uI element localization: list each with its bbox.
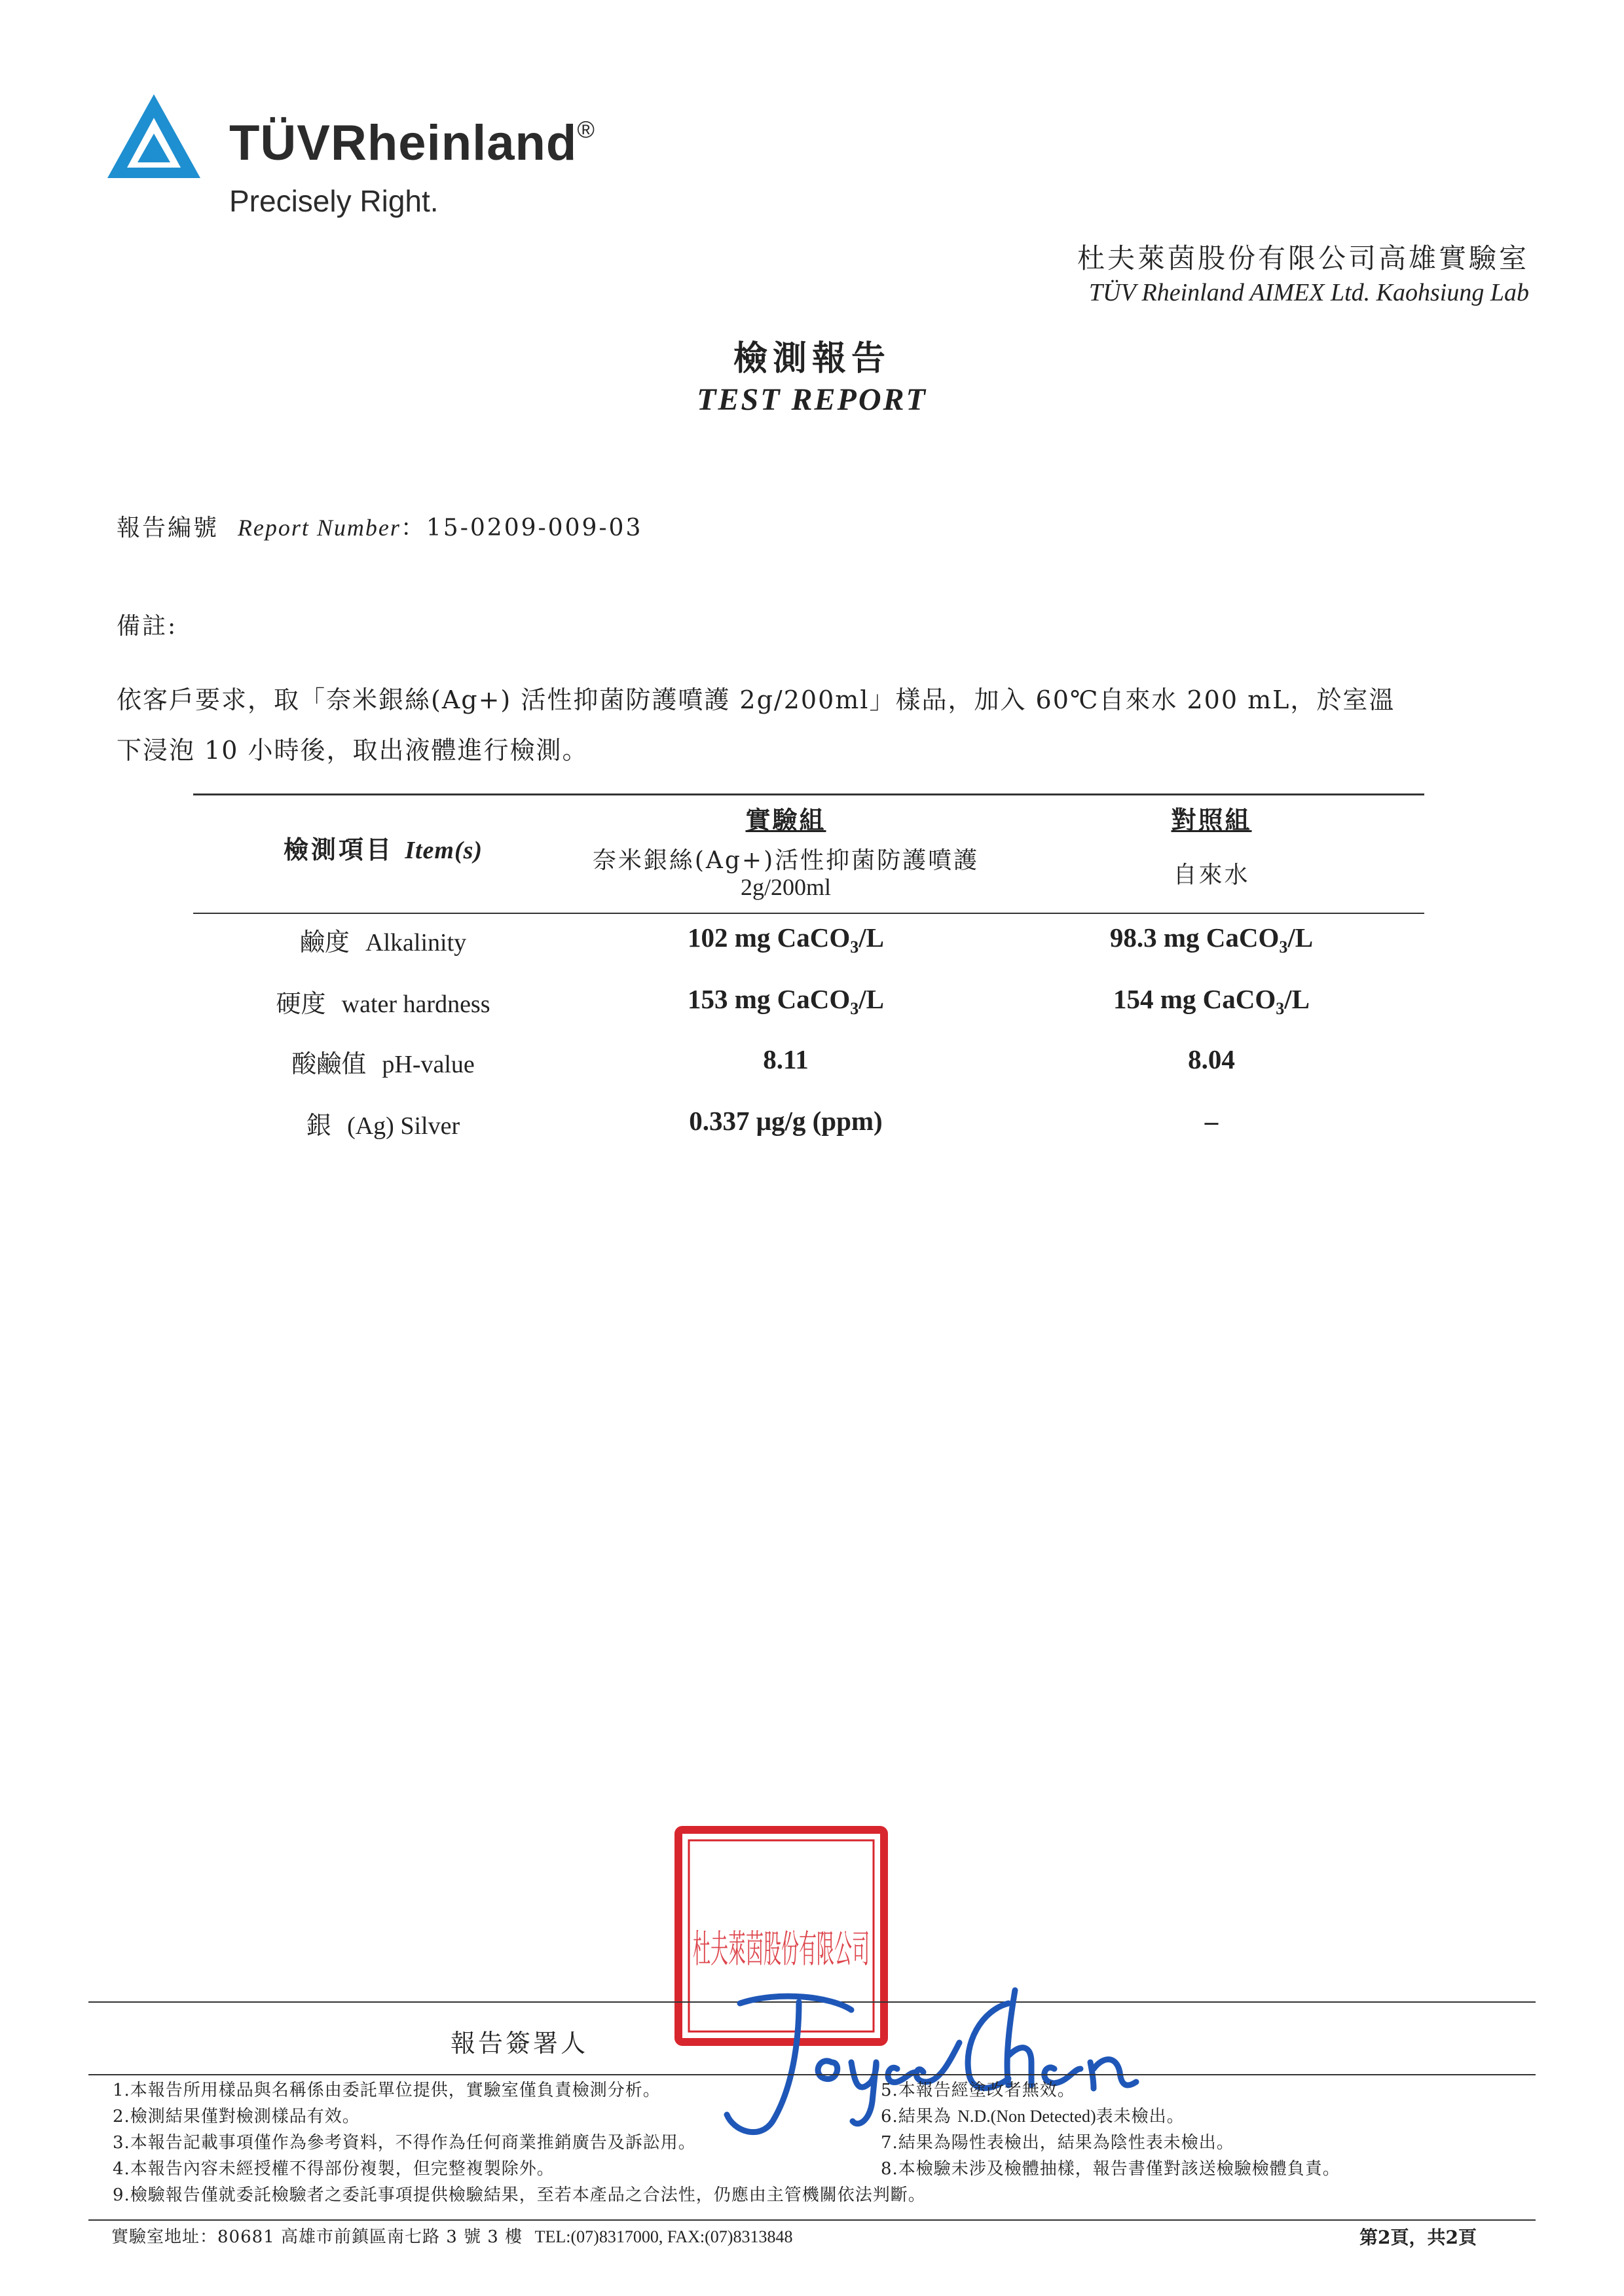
value-subscript: 3 (850, 999, 859, 1019)
signature-name: Joyce Chen (701, 1964, 705, 1965)
row-item-zh: 酸鹼值 (291, 1049, 367, 1078)
table-top-rule (193, 793, 1424, 795)
note-8: 8.本檢驗未涉及檢體抽樣，報告書僅對該送檢驗檢體負責。 (881, 2159, 1340, 2179)
row-item-en: Alkalinity (365, 929, 467, 957)
row-test-value (573, 983, 999, 1019)
header-item-zh: 檢測項目 (283, 835, 394, 864)
row-item-en: (Ag) Silver (347, 1112, 460, 1140)
row-item (193, 1044, 573, 1080)
value-subscript: 3 (1276, 999, 1285, 1019)
note-6-abbrev: N.D.(Non Detected) (957, 2107, 1096, 2126)
brand-tagline: Precisely Right. (229, 184, 439, 218)
lab-tel-fax: TEL:(07)8317000, FAX:(07)8313848 (534, 2227, 793, 2246)
report-number-label-zh: 報告編號 (117, 515, 219, 541)
row-item-zh: 鹼度 (299, 928, 350, 957)
value-subscript: 3 (850, 938, 859, 957)
report-number-row (117, 509, 642, 543)
note-5: 5.本報告經塗改者無效。 (881, 2081, 1075, 2100)
registered-mark: ® (577, 116, 595, 143)
row-test-value: 8.11 (763, 1044, 809, 1074)
lab-name-zh: 杜夫萊茵股份有限公司高雄實驗室 (1077, 242, 1529, 274)
note-3: 3.本報告記載事項僅作為參考資料，不得作為任何商業推銷廣告及訴訟用。 (113, 2133, 696, 2153)
header-test-group-amount: 2g/200ml (740, 874, 831, 900)
report-number-label-en: Report Number (237, 515, 401, 541)
lab-address-text: 實驗室地址：80681 高雄市前鎮區南七路 3 號 3 樓 (111, 2227, 523, 2247)
header-test-group-sample: 奈米銀絲(Ag+)活性抑菌防護噴護 (592, 847, 980, 874)
header-item (193, 829, 573, 866)
row-test-value: 0.337 μg/g (ppm) (689, 1106, 883, 1136)
remarks-line-2: 下浸泡 10 小時後，取出液體進行檢測。 (117, 736, 589, 765)
tuv-logo-icon (105, 90, 203, 182)
value-text: 98.3 mg CaCO (1109, 922, 1280, 953)
note-9: 9.檢驗報告僅就委託檢驗者之委託事項提供檢驗結果，至若本產品之合法性，仍應由主管機關依法判斷。 (113, 2185, 926, 2205)
value-unit: /L (858, 922, 884, 953)
report-number-separator: ： (400, 515, 426, 541)
row-item-en: water hardness (341, 991, 490, 1018)
signatory-label: 報告簽署人 (451, 2029, 589, 2058)
value-text: 154 mg CaCO (1113, 984, 1276, 1014)
note-6-prefix: 6.結果為 (881, 2107, 958, 2126)
value-text: 153 mg CaCO (687, 984, 851, 1014)
header-test-group: 實驗組 (745, 805, 826, 835)
report-number-value: 15-0209-009-03 (426, 515, 643, 541)
row-item-en: pH-value (382, 1051, 475, 1078)
row-item-zh: 硬度 (276, 989, 326, 1018)
row-item (193, 1105, 573, 1141)
lab-address (111, 2223, 792, 2248)
value-unit: /L (1287, 922, 1314, 953)
brand-name-text: TÜVRheinland (229, 115, 578, 171)
note-7: 7.結果為陽性表檢出，結果為陰性表未檢出。 (881, 2133, 1234, 2153)
row-item-zh: 銀 (306, 1111, 331, 1140)
notes-rule (88, 2074, 1536, 2075)
value-subscript: 3 (1279, 938, 1288, 957)
seal-text: 杜夫萊茵股份有限公司 (693, 1927, 870, 1971)
header-control-group: 對照組 (1171, 805, 1252, 835)
brand-name (229, 115, 595, 172)
row-item (193, 983, 573, 1019)
lab-name-en: TÜV Rheinland AIMEX Ltd. Kaohsiung Lab (1088, 279, 1529, 306)
row-control-value: 8.04 (1188, 1044, 1235, 1074)
row-test-value (573, 922, 999, 957)
row-control-value (999, 922, 1424, 957)
page-indicator: 第2頁，共2頁 (1359, 2227, 1477, 2248)
header-item-en: Item(s) (405, 837, 483, 864)
value-unit: /L (1284, 984, 1310, 1014)
note-1: 1.本報告所用樣品與名稱係由委託單位提供，實驗室僅負責檢測分析。 (113, 2081, 661, 2100)
footer-rule (88, 2219, 1536, 2221)
table-header-rule (193, 913, 1424, 914)
value-text: 102 mg CaCO (687, 922, 851, 953)
remarks-label: 備註: (117, 613, 178, 640)
row-control-value: – (1204, 1106, 1219, 1136)
note-6-suffix: 表未檢出。 (1096, 2107, 1185, 2126)
header-control-group-sample: 自來水 (1173, 862, 1250, 888)
row-item (193, 922, 573, 958)
note-4: 4.本報告內容未經授權不得部份複製，但完整複製除外。 (113, 2159, 555, 2179)
report-title-zh: 檢測報告 (733, 338, 891, 378)
note-6 (881, 2103, 1185, 2127)
note-2: 2.檢測結果僅對檢測樣品有效。 (113, 2107, 360, 2126)
report-title-en: TEST REPORT (697, 382, 927, 417)
remarks-line-1: 依客戶要求，取「奈米銀絲(Ag+) 活性抑菌防護噴護 2g/200ml」樣品，加入 60℃自來水 200 mL，於室溫 (117, 685, 1395, 714)
row-control-value (999, 983, 1424, 1019)
value-unit: /L (858, 984, 884, 1014)
